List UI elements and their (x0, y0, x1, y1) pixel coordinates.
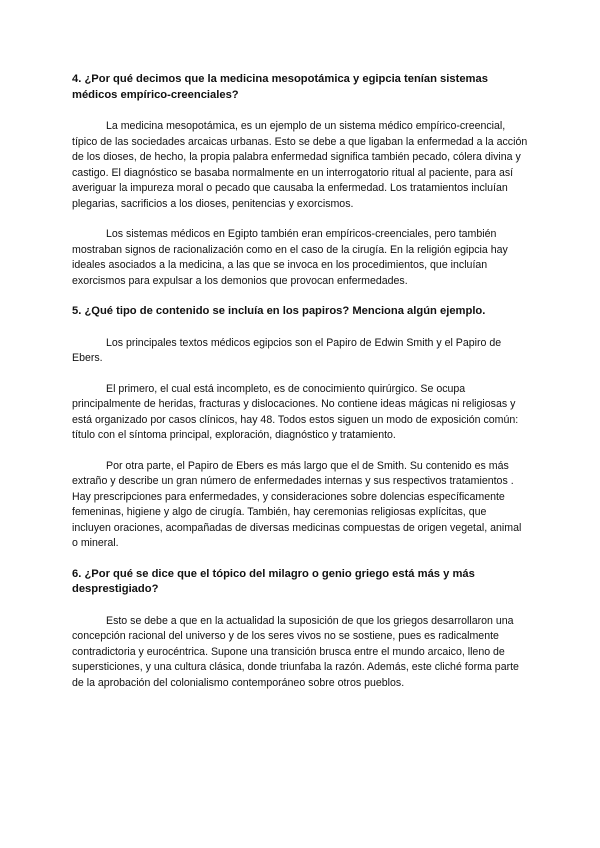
section-question-6 (72, 567, 528, 692)
question-heading-4: 4. ¿Por qué decimos que la medicina mesopotámica y egipcia tenían sistemas médicos empírico-creenciales? (72, 73, 488, 101)
answer-paragraph: Por otra parte, el Papiro de Ebers es más largo que el de Smith. Su contenido es más extraño y describe un gran número de enfermedades internas y sus respectivos tratamientos . Hay prescripciones para enfermedades, y consideraciones sobre dolencias específicamente femeninas, higiene y algo de cirugía. También, hay ceremonias religiosas explícitas, que incluyen oraciones, acompañadas de diversas medicinas compuestas de origen vegetal, animal o mineral. (72, 459, 522, 549)
answer-paragraph: Los sistemas médicos en Egipto también eran empíricos-creenciales, pero también mostraban signos de racionalización como en el caso de la cirugía. En la religión egipcia hay ideales asociados a la medicina, a las que se invoca en los procedimientos, que incluían exorcismos para expulsar a los demonios que provocan enfermedades. (72, 228, 508, 287)
question-heading-6: 6. ¿Por qué se dice que el tópico del milagro o genio griego está más y más desprestigiado? (72, 567, 475, 595)
question-heading-5: 5. ¿Qué tipo de contenido se incluía en los papiros? Menciona algún ejemplo. (72, 305, 486, 317)
section-question-5 (72, 304, 528, 552)
answer-paragraph: Los principales textos médicos egipcios son el Papiro de Edwin Smith y el Papiro de Ebers. (72, 336, 502, 364)
answer-paragraph: Esto se debe a que en la actualidad la suposición de que los griegos desarrollaron una concepción racional del universo y de los seres vivos no se sostiene, pues es radicalmente contradictoria y eurocéntrica. Supone una transición brusca entre el mundo arcaico, lleno de supersticiones, y una cultura clásica, donde triunfaba la razón. Además, este cliché forma parte de la aprobación del colonialismo contemporáneo sobre otros pueblos. (72, 614, 519, 689)
answer-paragraph: El primero, el cual está incompleto, es de conocimiento quirúrgico. Se ocupa principalmente de heridas, fracturas y dislocaciones. No contiene ideas mágicas ni religiosas y está organizado por casos clínicos, hay 48. Todos estos siguen un modo de exposición común: título con el síntoma principal, exploración, diagnóstico y tratamiento. (72, 382, 519, 441)
answer-paragraph: La medicina mesopotámica, es un ejemplo de un sistema médico empírico-creencial, típico de las sociedades arcaicas urbanas. Esto se debe a que ligaban la enfermedad a la acción de los dioses, de hecho, la propia palabra enfermedad significa también pecado, cólera divina y castigo. El diagnóstico se basaba normalmente en un interrogatorio ritual al paciente, para así averiguar la impureza moral o pecado que causaba la enfermedad. Los tratamientos incluían plegarias, sacrificios a los dioses, penitencias y exorcismos. (72, 120, 528, 210)
section-question-4 (72, 72, 528, 289)
